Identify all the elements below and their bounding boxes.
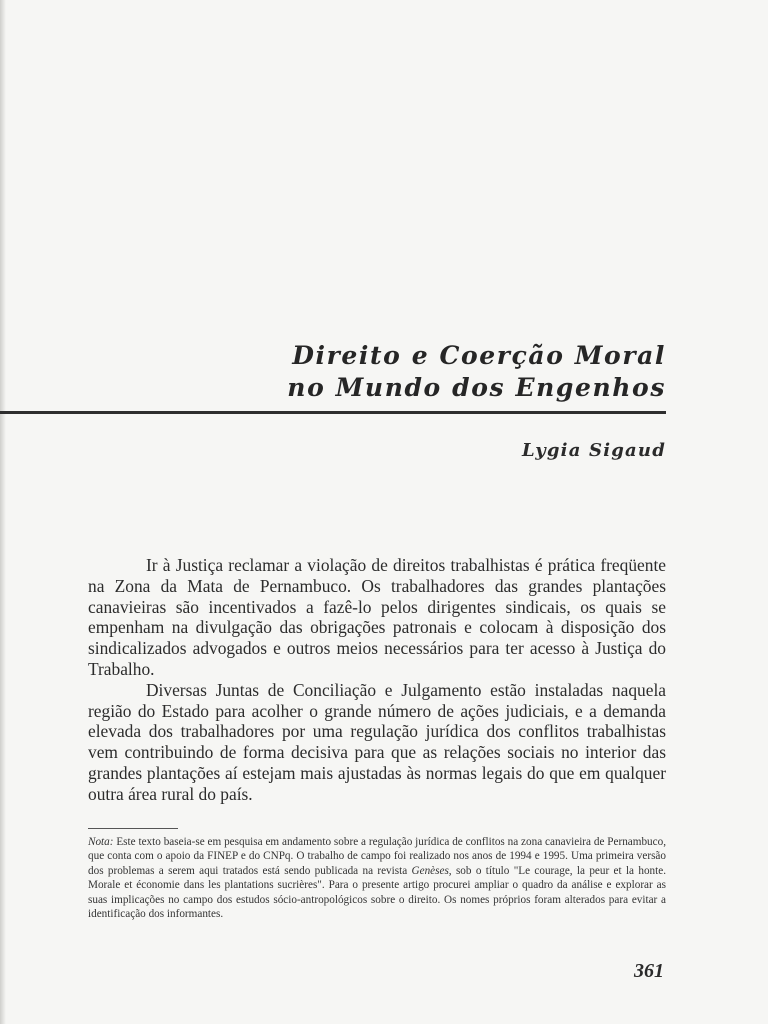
body-paragraph-1: Ir à Justiça reclamar a violação de direitos trabalhistas é prática freqüente na Zona da Mata de Pernambuco. Os trabalhadores das grandes plantações canavieiras são incentivados a fazê-lo pelos dirigentes sindicais, os quais se empenham na divulgação das obrigações patronais e colocam à disposição dos sindicalizados advogados e outros meios necessários para ter acesso à Justiça do Trabalho.	[88, 555, 666, 679]
body-paragraph-2: Diversas Juntas de Conciliação e Julgamento estão instaladas naquela região do Estado para acolher o grande número de ações judiciais, e a demanda elevada dos trabalhadores por uma regulação jurídica dos conflitos trabalhistas vem contribuindo de forma decisiva para que as relações sociais no interior das grandes plantações aí estejam mais ajustadas às normas legais do que em qualquer outra área rural do país.	[88, 679, 666, 804]
footnote-text-part-2: sob o título "Le courage, la peur et la honte. Morale et économie dans les plantations sucrières". Para o presente artigo procurei ampliar o quadro da análise e explorar as suas implicações no campo dos estudos sócio-antropológicos sobre o direito. Os nomes próprios foram alterados para evitar a identificação dos informantes.	[88, 864, 667, 921]
article-body	[88, 555, 666, 805]
article-title	[287, 340, 666, 404]
footnote	[88, 835, 666, 921]
title-line-2: no Mundo dos Engenhos	[287, 373, 666, 402]
footnote-divider	[88, 828, 178, 829]
author-name: Lygia Sigaud	[522, 440, 666, 461]
page-number: 361	[634, 960, 664, 982]
title-divider	[0, 411, 666, 414]
title-line-1: Direito e Coerção Moral	[292, 341, 666, 370]
footnote-label: Nota:	[88, 836, 114, 848]
footnote-journal-title: Genèses,	[411, 864, 452, 877]
page-gutter-shadow	[0, 0, 6, 1024]
footnote-text-part-1: Este texto baseia-se em pesquisa em andamento sobre a regulação jurídica de conflitos na zona canavieira de Pernambuco, que conta com o apoio da FINEP e do CNPq. O trabalho de campo foi realizado nos anos de 1994 e 1995. Uma primeira versão dos problemas a serem aqui tratados está sendo publicada na revista	[88, 836, 666, 877]
